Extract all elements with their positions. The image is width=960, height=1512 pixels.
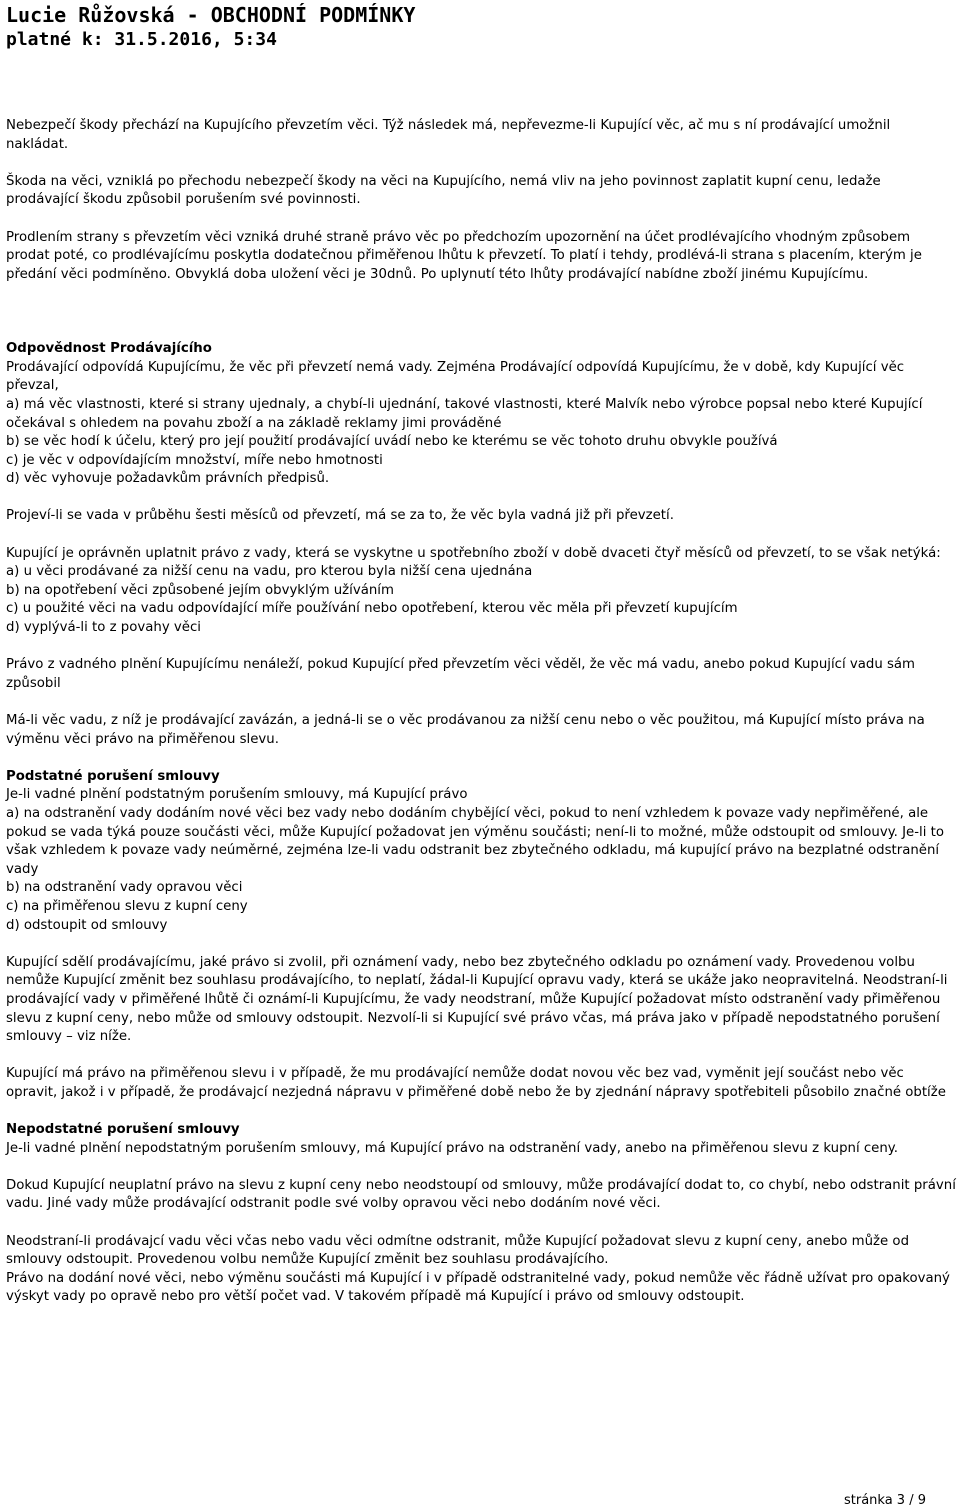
list-item: a) má věc vlastnosti, které si strany ujednaly, a chybí-li ujednání, takové vlastnosti, které Malvík nebo výrobce popsal nebo které Kupující očekával s ohledem na povahu zboží a na základě reklamy jimi prováděné	[6, 396, 923, 431]
paragraph: Škoda na věci, vzniklá po přechodu nebezpečí škody na věci na Kupujícího, nemá vliv na jeho povinnost zaplatit kupní cenu, ledaže prodávající škodu způsobil porušením své povinnosti.	[6, 173, 881, 208]
paragraph: Dokud Kupující neuplatní právo na slevu z kupní ceny nebo neodstoupí od smlouvy, může prodávající dodat to, co chybí, nebo odstranit právní vadu. Jiné vady může prodávající odstranit podle své volby opravou věci nebo dodáním nové věci.	[6, 1177, 956, 1212]
list-item: b) na opotřebení věci způsobené jejím obvyklým užíváním	[6, 582, 394, 598]
document-header	[6, 2, 415, 52]
paragraph: Je-li vadné plnění nepodstatným porušením smlouvy, má Kupující právo na odstranění vady, anebo na přiměřenou slevu z kupní ceny.	[6, 1140, 898, 1156]
list-item: a) u věci prodávané za nižší cenu na vadu, pro kterou byla nižší cena ujednána	[6, 564, 533, 580]
paragraph: Prodlením strany s převzetím věci vzniká druhé straně právo věc po předchozím upozornění na účet prodlévajícího vhodným způsobem prodat poté, co prodlévajícímu poskytla dodatečnou přiměřenou lhůtu k převzetí. To platí i tehdy, prodlévá-li strana s placením, kterým je předání věci podmíněno. Obvyklá doba uložení věci je 30dnů. Po uplynutí této lhůty prodávající nabídne zboží jinému Kupujícímu.	[6, 229, 922, 282]
valid-from-date: platné k: 31.5.2016, 5:34	[6, 29, 277, 50]
paragraph: Projeví-li se vada v průběhu šesti měsíců od převzetí, má se za to, že věc byla vadná již při převzetí.	[6, 508, 674, 524]
list-item: b) se věc hodí k účelu, který pro její použití prodávající uvádí nebo ke kterému se věc tohoto druhu obvykle používá	[6, 434, 778, 450]
list-item: a) na odstranění vady dodáním nové věci bez vady nebo dodáním chybějící věci, pokud to není vzhledem k povaze vady nepřiměřené, ale pokud se vada týká pouze součásti věci, může Kupující požadovat jen výměnu součásti; není-li to možné, může odstoupit od smlouvy. Je-li to však vzhledem k povaze vady neúměrné, zejména lze-li vadu odstranit bez zbytečného odkladu, má kupující právo na bezplatné odstranění vady	[6, 805, 944, 877]
paragraph: Právo z vadného plnění Kupujícímu nenáleží, pokud Kupující před převzetím věci věděl, že věc má vadu, anebo pokud Kupující vadu sám způsobil	[6, 657, 916, 691]
paragraph: Kupující sdělí prodávajícímu, jaké právo si zvolil, při oznámení vady, nebo bez zbytečného odkladu po oznámení vady. Provedenou volbu nemůže Kupující změnit bez souhlasu prodávajícího, to neplatí, žádal-li Kupující opravu vady, která se ukáže jako neopravitelná. Neodstraní-li prodávající vady v přiměřené lhůtě či oznámí-li Kupujícímu, že vady neodstraní, může Kupující požadovat místo odstranění vady přiměřenou slevu z kupní ceny, nebo může od smlouvy odstoupit. Nezvolí-li si Kupující své právo včas, má práva jako v případě nepodstatného porušení smlouvy – viz níže.	[6, 954, 948, 1045]
list-item: d) vyplývá-li to z povahy věci	[6, 620, 201, 636]
list-item: d) věc vyhovuje požadavkům právních předpisů.	[6, 471, 330, 487]
section-heading-material-breach: Podstatné porušení smlouvy	[6, 768, 220, 784]
document-body	[6, 117, 956, 1307]
list-item: b) na odstranění vady opravou věci	[6, 880, 243, 896]
list-item: c) u použité věci na vadu odpovídající míře používání nebo opotřebení, kterou věc měla při převzetí kupujícím	[6, 601, 738, 617]
paragraph: Kupující je oprávněn uplatnit právo z vady, která se vyskytne u spotřebního zboží v době dvaceti čtyř měsíců od převzetí, to se však netýká:	[6, 545, 941, 561]
paragraph: Je-li vadné plnění podstatným porušením smlouvy, má Kupující právo	[6, 787, 468, 803]
list-item: c) je věc v odpovídajícím množství, míře nebo hmotnosti	[6, 452, 383, 468]
paragraph: Prodávající odpovídá Kupujícímu, že věc při převzetí nemá vady. Zejména Prodávající odpovídá Kupujícímu, že v době, kdy Kupující věc převzal,	[6, 359, 905, 394]
paragraph: Má-li věc vadu, z níž je prodávající zavázán, a jedná-li se o věc prodávanou za nižší cenu nebo o věc použitou, má Kupující místo práva na výměnu věci právo na přiměřenou slevu.	[6, 713, 925, 747]
paragraph: Neodstraní-li prodávajcí vadu věci včas nebo vadu věci odmítne odstranit, může Kupující požadovat slevu z kupní ceny, anebo může od smlouvy odstoupit. Provedenou volbu nemůže Kupující změnit bez souhlasu prodávajícího.	[6, 1233, 910, 1268]
list-item: d) odstoupit od smlouvy	[6, 917, 168, 933]
document-title: Lucie Růžovská - OBCHODNÍ PODMÍNKY	[6, 3, 416, 27]
paragraph: Kupující má právo na přiměřenou slevu i v případě, že mu prodávající nemůže dodat novou věc bez vad, vyměnit její součást nebo věc opravit, jakož i v případě, že prodávajcí nezjedná nápravu v přiměřené době nebo že by zjednání nápravy spotřebiteli působilo značné obtíže	[6, 1066, 946, 1100]
list-item: c) na přiměřenou slevu z kupní ceny	[6, 898, 248, 914]
page-number: stránka 3 / 9	[843, 1493, 926, 1508]
paragraph: Nebezpečí škody přechází na Kupujícího převzetím věci. Týž následek má, nepřevezme-li Kupující věc, ač mu s ní prodávající umožnil nakládat.	[6, 118, 891, 152]
section-heading-liability: Odpovědnost Prodávajícího	[6, 341, 212, 357]
paragraph: Právo na dodání nové věci, nebo výměnu součásti má Kupující i v případě odstranitelné vady, pokud nemůže věc řádně užívat pro opakovaný výskyt vady po opravě nebo pro větší počet vad. V takovém případě má Kupující i právo od smlouvy odstoupit.	[6, 1270, 950, 1305]
section-heading-nonmaterial-breach: Nepodstatné porušení smlouvy	[6, 1122, 240, 1138]
